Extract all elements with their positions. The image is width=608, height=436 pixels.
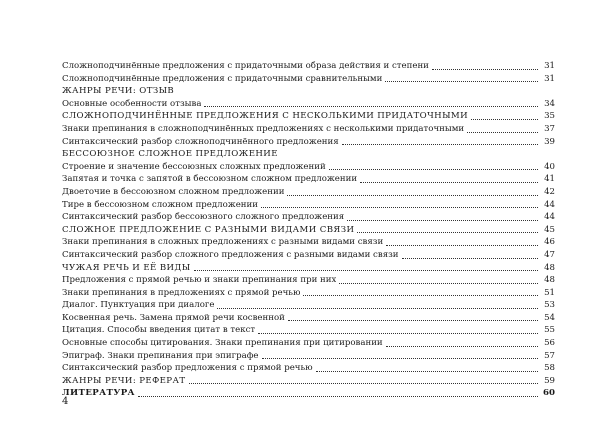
toc-entry bbox=[62, 312, 555, 325]
toc-section-heading bbox=[62, 110, 555, 123]
toc-entry-title: Основные способы цитирования. Знаки препинания при цитировании bbox=[62, 338, 383, 349]
toc-leader-dots bbox=[261, 207, 538, 208]
toc-entry-title: Синтаксический разбор сложного предложения с разными видами связи bbox=[62, 249, 399, 260]
toc-entry-page: 51 bbox=[544, 287, 555, 298]
toc-entry-title: СЛОЖНОПОДЧИНЁННЫЕ ПРЕДЛОЖЕНИЯ С НЕСКОЛЬКИМИ ПРИДАТОЧНЫМИ bbox=[62, 111, 469, 122]
toc-entry-page: 56 bbox=[544, 338, 555, 349]
toc-entry-title: Строение и значение бессоюзных сложных предложений bbox=[62, 161, 326, 172]
toc-entry-title: Знаки препинания в сложноподчинённых предложениях с несколькими придаточными bbox=[62, 123, 465, 134]
toc-entry-title: ЧУЖАЯ РЕЧЬ И ЕЁ ВИДЫ bbox=[62, 262, 191, 273]
toc-leader-dots bbox=[357, 232, 538, 233]
toc-entry-title: ЖАНРЫ РЕЧИ: РЕФЕРАТ bbox=[62, 375, 186, 386]
toc-section-heading bbox=[62, 148, 555, 161]
toc-entry-page: 45 bbox=[544, 224, 555, 235]
toc-entry-title: СЛОЖНОЕ ПРЕДЛОЖЕНИЕ С РАЗНЫМИ ВИДАМИ СВЯЗИ bbox=[62, 224, 355, 235]
toc-entry bbox=[62, 236, 555, 249]
toc-entry bbox=[62, 350, 555, 363]
toc-entry-page: 42 bbox=[544, 186, 555, 197]
toc-leader-dots bbox=[402, 258, 538, 259]
toc-entry bbox=[62, 161, 555, 174]
toc-entry-page: 48 bbox=[544, 262, 555, 273]
toc-leader-dots bbox=[342, 144, 538, 145]
toc-leader-dots bbox=[258, 333, 538, 334]
toc-entry-page: 31 bbox=[544, 73, 555, 84]
toc-leader-dots bbox=[385, 81, 538, 82]
toc-entry bbox=[62, 287, 555, 300]
toc-entry-page: 37 bbox=[544, 123, 555, 134]
toc-section-heading bbox=[62, 375, 555, 388]
toc-entry-page: 41 bbox=[544, 174, 555, 185]
toc-entry-title: Сложноподчинённые предложения с придаточными сравнительными bbox=[62, 73, 383, 84]
toc-entry bbox=[62, 324, 555, 337]
toc-entry-title: Цитация. Способы введения цитат в текст bbox=[62, 325, 256, 336]
toc-entry bbox=[62, 73, 555, 86]
toc-entry bbox=[62, 337, 555, 350]
toc-entry bbox=[62, 274, 555, 287]
toc-leader-dots bbox=[303, 295, 538, 296]
toc-entry-title: Диалог. Пунктуация при диалоге bbox=[62, 300, 215, 311]
toc-entry-page: 59 bbox=[544, 375, 555, 386]
toc-entry-title: Запятая и точка с запятой в бессоюзном сложном предложении bbox=[62, 174, 358, 185]
toc-entry bbox=[62, 249, 555, 262]
toc-section-heading bbox=[62, 224, 555, 237]
page-number: 4 bbox=[62, 396, 69, 407]
toc-leader-dots bbox=[217, 308, 538, 309]
toc-leader-dots bbox=[432, 69, 538, 70]
toc-section-heading bbox=[62, 85, 555, 98]
toc-entry-title: Сложноподчинённые предложения с придаточными образа действия и степени bbox=[62, 61, 429, 71]
toc-entry-title: Эпиграф. Знаки препинания при эпиграфе bbox=[62, 350, 259, 361]
toc-entry-title: Знаки препинания в сложных предложениях с разными видами связи bbox=[62, 237, 384, 248]
toc-entry-page: 46 bbox=[544, 237, 555, 248]
toc-leader-dots bbox=[194, 270, 538, 271]
toc-entry-title: Предложения с прямой речью и знаки препинания при них bbox=[62, 275, 337, 286]
toc-entry-page: 54 bbox=[544, 312, 555, 323]
toc-entry-page: 53 bbox=[544, 300, 555, 311]
toc-entry-page: 57 bbox=[544, 350, 555, 361]
toc-leader-dots bbox=[262, 358, 538, 359]
toc-entry-title: ЛИТЕРАТУРА bbox=[62, 388, 135, 399]
toc-leader-dots bbox=[386, 245, 538, 246]
toc-entry-page: 39 bbox=[544, 136, 555, 147]
toc-entry bbox=[62, 199, 555, 212]
toc-entry-page: 44 bbox=[544, 212, 555, 223]
toc-entry-title: Основные особенности отзыва bbox=[62, 98, 202, 109]
toc-leader-dots bbox=[471, 119, 538, 120]
toc-entry-page: 58 bbox=[544, 363, 555, 374]
toc-entry-page: 60 bbox=[543, 388, 555, 399]
toc-entry bbox=[62, 123, 555, 136]
toc-leader-dots bbox=[316, 371, 538, 372]
toc-entry bbox=[62, 136, 555, 149]
toc-leader-dots bbox=[467, 132, 538, 133]
toc-leader-dots bbox=[287, 195, 538, 196]
toc-entry-title: Синтаксический разбор сложноподчинённого предложения bbox=[62, 136, 339, 147]
toc-leader-dots bbox=[339, 283, 538, 284]
toc-entry-page: 55 bbox=[544, 325, 555, 336]
toc-entry-title: Синтаксический разбор предложения с прямой речью bbox=[62, 363, 313, 374]
toc-entry-page: 48 bbox=[544, 275, 555, 286]
toc-leader-dots bbox=[360, 182, 538, 183]
toc-leader-dots bbox=[347, 220, 538, 221]
toc-entry-title: Тире в бессоюзном сложном предложении bbox=[62, 199, 258, 210]
toc-leader-dots bbox=[329, 169, 538, 170]
toc-entry bbox=[62, 98, 555, 111]
toc-leader-dots bbox=[204, 106, 538, 107]
toc-section-heading bbox=[62, 262, 555, 275]
table-of-contents bbox=[62, 60, 555, 400]
toc-entry-title: Знаки препинания в предложениях с прямой речью bbox=[62, 287, 301, 298]
toc-leader-dots bbox=[189, 383, 538, 384]
toc-entry-page: 34 bbox=[544, 98, 555, 109]
toc-entry-title: Косвенная речь. Замена прямой речи косвенной bbox=[62, 312, 285, 323]
toc-entry-title: Синтаксический разбор бессоюзного сложного предложения bbox=[62, 212, 345, 223]
toc-entry bbox=[62, 173, 555, 186]
toc-entry-page: 47 bbox=[544, 249, 555, 260]
toc-entry-title: Двоеточие в бессоюзном сложном предложении bbox=[62, 186, 285, 197]
toc-entry bbox=[62, 211, 555, 224]
toc-entry bbox=[62, 362, 555, 375]
toc-entry bbox=[62, 60, 555, 73]
toc-entry-page: 44 bbox=[544, 199, 555, 210]
toc-entry-title: ЖАНРЫ РЕЧИ: ОТЗЫВ bbox=[62, 86, 175, 97]
toc-entry-page: 31 bbox=[544, 61, 555, 71]
toc-section-heading bbox=[62, 387, 555, 400]
toc-leader-dots bbox=[138, 396, 538, 397]
toc-leader-dots bbox=[386, 346, 538, 347]
toc-leader-dots bbox=[288, 320, 538, 321]
toc-entry bbox=[62, 299, 555, 312]
toc-entry-page: 40 bbox=[544, 161, 555, 172]
toc-entry-page: 35 bbox=[544, 111, 555, 122]
toc-entry-title: БЕССОЮЗНОЕ СЛОЖНОЕ ПРЕДЛОЖЕНИЕ bbox=[62, 149, 278, 160]
toc-entry bbox=[62, 186, 555, 199]
